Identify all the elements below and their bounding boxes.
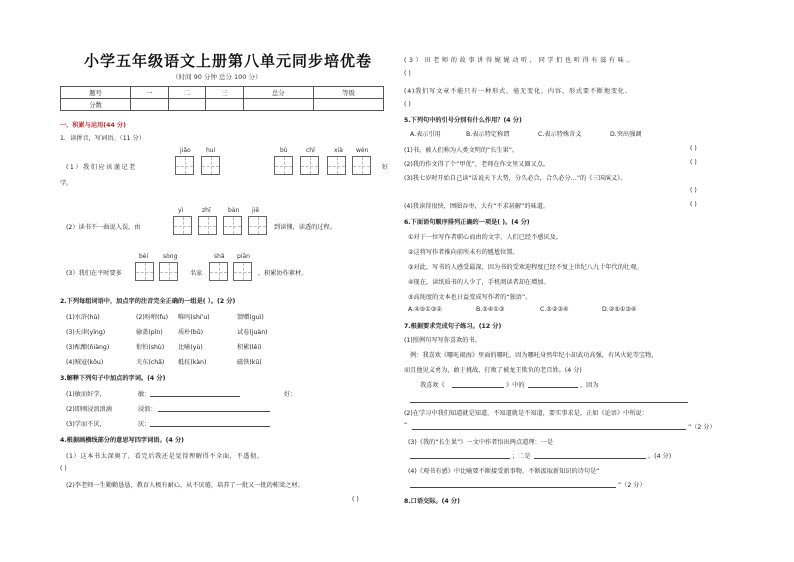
answer-paren[interactable]: ( )	[690, 159, 697, 166]
q7-item: (1)照例句写写你喜欢的书。	[404, 337, 481, 344]
option-text: D.突出强调	[610, 131, 642, 138]
q5-item: (4)我读得很快，囫囵吞枣，大有“不求甚解”的味道。	[404, 203, 550, 210]
q7-fill: 》中的	[506, 382, 525, 389]
option-text: 唯吗(shí'u)	[178, 314, 210, 321]
answer-paren[interactable]: ( )	[404, 70, 411, 77]
question-title: 3.解释下列句子中加点的字词。(4 分)	[60, 375, 166, 382]
writing-box[interactable]	[352, 156, 371, 175]
q3-item: 好：	[284, 391, 297, 398]
answer-line[interactable]	[410, 458, 510, 459]
q4-item: (4)我们写文章不能只有一种形式，毫无变化，内容、形式要不断地变化。	[404, 88, 632, 95]
q1-text: (3）我们在平时要多	[66, 270, 122, 277]
q6-item: ③对此，写书的人感受最深，因为书的受欢迎程度已经不复上世纪八九十年代的壮观。	[408, 264, 643, 271]
q6-item: ④现在，读纸质书的人少了，手机阅读者却在增加。	[408, 279, 550, 286]
q1-text: 学。	[60, 180, 73, 187]
option-text: A.④⑤①③②	[408, 306, 442, 313]
option-text: 衔怕(shù)	[136, 344, 165, 351]
answer-line[interactable]	[528, 387, 578, 388]
writing-box[interactable]	[173, 216, 192, 235]
q6-item: ⑤高纯度的文本也日益变成写作者的“独语”。	[408, 294, 532, 301]
q7-fill: “	[404, 422, 408, 429]
pinyin: zhī	[202, 207, 211, 214]
option-text: B.表示特定称谓	[466, 131, 510, 138]
option-text: 馈赠(guì)	[237, 314, 264, 321]
q1-text: ，积累协作素材。	[258, 270, 308, 277]
answer-line[interactable]	[534, 458, 646, 459]
q7-item: (4)《观书有感》中比喻要不断接受新事物，不断汲取新知识的诗句是“	[408, 468, 600, 475]
option-text: D.②⑤①③④	[602, 306, 637, 313]
writing-box[interactable]	[223, 216, 242, 235]
answer-line[interactable]	[150, 396, 240, 397]
table-cell: 三	[206, 87, 244, 99]
option-text: (1)水浒(hǔ)	[66, 314, 100, 321]
pinyin: xià	[334, 147, 343, 154]
q5-item: (3)我七岁时开始自己读“话说天下大势，分久必合，合久必分…”的《三国演义》。	[404, 175, 627, 182]
writing-box[interactable]	[233, 262, 252, 281]
writing-box[interactable]	[248, 216, 267, 235]
question-title: 2.下列每组词语中，加点字的注音完全正确的一组是( ）。(2 分)	[60, 298, 236, 305]
q4-item: (2)李老师一生勤勤恳恳，教育人极有耐心，从不厌倦，培养了一批又一批的栋梁之材。	[66, 482, 304, 489]
answer-line[interactable]	[452, 387, 504, 388]
score-cell[interactable]	[206, 99, 244, 111]
writing-box[interactable]	[209, 262, 228, 281]
q7-fill: ，因为	[580, 382, 599, 389]
writing-box[interactable]	[201, 156, 220, 175]
pinyin: jiǎo	[180, 147, 191, 154]
q6-item: ①对于一位写作者职心而由的文字，人们已经不感厌及。	[408, 234, 563, 241]
answer-line[interactable]	[412, 429, 686, 430]
question-title: 4.根据画横线部分的意思写四字词语。(4 分)	[60, 437, 184, 444]
table-cell: 二	[168, 87, 206, 99]
answer-paren[interactable]: ( )	[690, 145, 697, 152]
pinyin: wèn	[356, 147, 369, 154]
option-text: (3)酝酿(ňiàng)	[66, 344, 110, 351]
score-cell[interactable]	[131, 99, 169, 111]
page-subtitle: （时间 90 分钟 总分 100 分）	[172, 73, 262, 81]
q3-item: (1)敏而好学，	[66, 391, 106, 398]
q4-item: (3）田老师的故事讲得娓娓动听，同学们也听得有滋有味。	[404, 57, 636, 64]
writing-box[interactable]	[135, 262, 154, 281]
option-text: 试卷(juàn)	[237, 329, 268, 336]
question-title: 8.口语交际。(4 分)	[404, 498, 460, 505]
q7-fill: ”（2 分）	[618, 482, 646, 489]
option-text: 关东(chǎ)	[136, 359, 165, 366]
option-text: B.⑤④①③	[476, 306, 505, 313]
q7-fill: 。(4 分)	[648, 453, 672, 460]
q7-fill: 我喜欢《	[420, 382, 445, 389]
table-cell: 题号	[61, 87, 131, 99]
score-cell[interactable]	[243, 99, 313, 111]
answer-paren[interactable]: ( )	[60, 465, 67, 472]
q3-item: (2)即刚浸浪浪滴	[66, 406, 112, 413]
table-cell: 总分	[243, 87, 313, 99]
q4-item: (1）这本书太深奥了，看完后我还是觉得理解得不全面，不透彻。	[66, 453, 264, 460]
pinyin: bù	[280, 147, 288, 154]
pinyin: piān	[237, 253, 250, 260]
q6-item: ②这将写作者推向前所未有的尴尬位置。	[408, 249, 519, 256]
option-text: 质朴(bǔ)	[178, 329, 204, 336]
pinyin: sòng	[163, 253, 178, 260]
option-text: (2)吩咐(fu)	[136, 314, 169, 321]
option-text: 偷盖(pǐn)	[136, 329, 163, 336]
writing-box[interactable]	[198, 216, 217, 235]
option-text: C.⑤②③④	[540, 306, 569, 313]
section-heading: 一、积累与运用(44 分)	[60, 122, 126, 129]
table-cell: 分数	[61, 99, 131, 111]
writing-box[interactable]	[274, 156, 293, 175]
option-text: (3)天津(yīng)	[66, 329, 106, 336]
q3-item: 浸浪：	[138, 406, 157, 413]
option-text: A.表示引用	[410, 131, 441, 138]
pinyin: bàn	[228, 207, 240, 214]
q3-item: (3)学而不厌，	[66, 421, 106, 428]
pinyin: yì	[178, 207, 184, 214]
q7-example: 而且他见义勇为，敢于挑战，打败了被龙王欺负的老百姓。(4 分)	[404, 367, 582, 374]
option-text: 比喻(yù)	[178, 344, 203, 351]
table-row	[61, 87, 384, 99]
q7-item: (3)《我的“长生果”》一文中作者悟出两点道理：一是	[408, 439, 554, 446]
q7-item: (2)在学习中我们知道就是知道，不知道就是不知道，要实事求是，正如《论语》中所说：	[404, 410, 648, 417]
question-title: 1．读拼音，写词语。（11 分）	[60, 135, 145, 142]
answer-paren[interactable]: ( )	[690, 201, 697, 208]
answer-paren[interactable]: ( )	[352, 496, 359, 503]
option-text: C.表示特殊含义	[538, 131, 582, 138]
q7-fill: ”（2 分）	[688, 424, 716, 431]
question-title: 7.根据要求完成句子练习。(12 分)	[404, 323, 502, 330]
answer-line[interactable]	[158, 411, 270, 412]
page-title: 小学五年级语文上册第八单元同步培优卷	[84, 52, 373, 70]
table-row	[61, 99, 384, 111]
pinyin: chǐ	[306, 147, 315, 154]
q3-item: 敏：	[138, 391, 151, 398]
writing-box[interactable]	[159, 262, 178, 281]
score-cell[interactable]	[313, 99, 383, 111]
score-cell[interactable]	[168, 99, 206, 111]
table-cell: 等级	[313, 87, 383, 99]
answer-paren[interactable]: ( )	[404, 101, 411, 108]
q5-item: (2)我的作文得了个“甲优”，老师在作文里又圈又点。	[404, 161, 550, 168]
q1-text: (2）读书不一曲说入误，由	[66, 224, 141, 231]
q7-example: 例：我喜欢《哪吒闹海》里面的哪吒，因为哪吒身然年纪小却武功高强，有风火轮等宝物，	[410, 352, 658, 359]
pinyin: jiě	[252, 207, 260, 214]
question-title: 6.下面语句顺序排列正确的一项是( )。(4 分)	[404, 219, 530, 226]
writing-box[interactable]	[300, 156, 319, 175]
q1-text: (1）我们应该谨记老	[66, 164, 137, 171]
answer-paren[interactable]: ( )	[690, 187, 697, 194]
table-cell: 一	[131, 87, 169, 99]
answer-line[interactable]	[150, 426, 270, 427]
option-text: 积累(lěi)	[237, 344, 262, 351]
q1-text: 名家	[190, 270, 203, 277]
option-text: (4)贼寇(kǒu)	[66, 359, 104, 366]
option-text: 磁铁(kū)	[237, 359, 262, 366]
writing-box[interactable]	[327, 156, 346, 175]
q3-item: 厌：	[138, 421, 151, 428]
score-table	[60, 86, 384, 111]
q1-text: 好	[382, 164, 389, 171]
answer-line[interactable]	[410, 402, 688, 403]
q7-fill: ；二是	[512, 453, 531, 460]
q5-item: (1)书，被人们称为人类文明的“长生果”。	[404, 147, 519, 154]
pinyin: shǎ	[214, 253, 225, 260]
answer-line[interactable]	[410, 487, 616, 488]
pinyin: hui	[206, 147, 216, 154]
question-title: 5.下列句中的引号分别有什么作用？(4 分)	[404, 117, 522, 124]
q1-text: 到读懂，读透的过程。	[274, 224, 336, 231]
option-text: 抵抗(kàn)	[178, 359, 207, 366]
writing-box[interactable]	[175, 156, 194, 175]
pinyin: bèi	[139, 253, 149, 260]
